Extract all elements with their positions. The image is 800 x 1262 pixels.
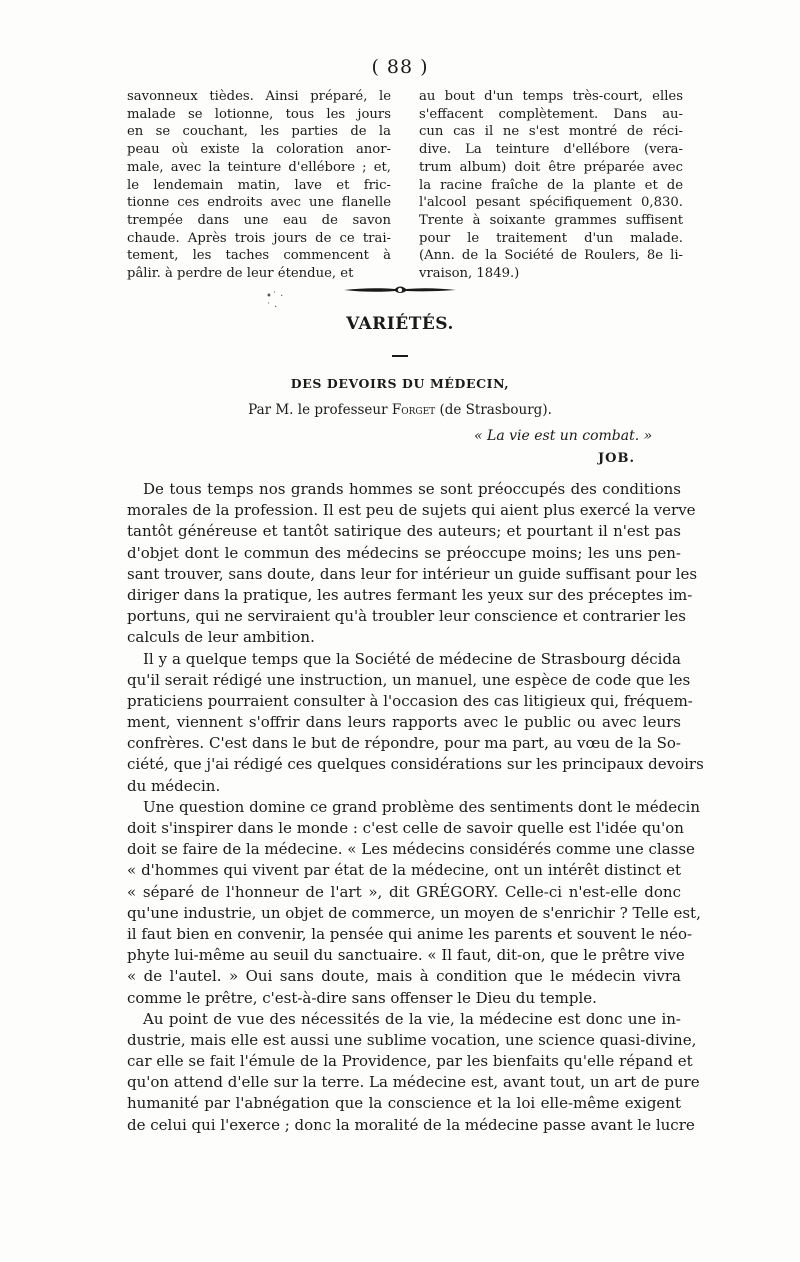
article-body [127, 479, 704, 1136]
left-column-line: tionne ces endroits avec une flanelle [127, 195, 391, 211]
right-column-line: pour le traitement d'un malade. [419, 230, 683, 246]
print-specks-icon: •˙ · ˙ · [266, 291, 284, 313]
right-column-line: (Ann. de la Société de Roulers, 8e li- [419, 248, 683, 264]
paragraph-line: portuns, qui ne serviraient qu'à troubler leur conscience et contrarier les [127, 607, 686, 626]
section-title: VARIÉTÉS. [346, 314, 454, 334]
paragraph-line: Une question domine ce grand problème des sentiments dont le médecin [143, 797, 700, 816]
paragraph-line: d'objet dont le commun des médecins se préoccupe moins; les uns pen- [127, 543, 681, 562]
paragraph [127, 649, 704, 797]
paragraph-line: qu'il serait rédigé une instruction, un manuel, une espèce de code que les [127, 670, 691, 689]
two-column-block [127, 88, 683, 283]
title-dash [392, 355, 408, 357]
paragraph-line: de celui qui l'exerce ; donc la moralité de la médecine passe avant le lucre [127, 1115, 695, 1134]
ornament-divider-icon [340, 283, 460, 297]
left-column-line: le lendemain matin, lave et fric- [127, 177, 391, 193]
paragraph-line: Au point de vue des nécessités de la vie, la médecine est donc une in- [143, 1009, 681, 1028]
right-column-line: dive. La teinture d'ellébore (vera- [419, 142, 683, 158]
right-column-line: Trente à soixante grammes suffisent [419, 212, 683, 228]
left-column-line: chaude. Après trois jours de ce trai- [127, 230, 391, 246]
right-column-line: la racine fraîche de la plante et de [419, 177, 683, 193]
paragraph-line: humanité par l'abnégation que la conscience et la loi elle-même exigent [127, 1094, 681, 1113]
paragraph-line: confrères. C'est dans le but de répondre, pour ma part, au vœu de la So- [127, 734, 681, 753]
paragraph-line: comme le prêtre, c'est-à-dire sans offenser le Dieu du temple. [127, 988, 597, 1007]
paragraph-line: ciété, que j'ai rédigé ces quelques considérations sur les principaux devoirs [127, 755, 704, 774]
paragraph [127, 797, 701, 1009]
paragraph-line: dustrie, mais elle est aussi une sublime vocation, une science quasi-divine, [127, 1030, 697, 1049]
right-column-line: au bout d'un temps très-court, elles [419, 89, 683, 104]
left-column-line: tement, les taches commencent à [127, 248, 391, 264]
paragraph-line: diriger dans la pratique, les autres fermant les yeux sur des préceptes im- [127, 585, 693, 604]
left-column-line: malade se lotionne, tous les jours [127, 106, 391, 122]
right-column-line: trum album) doit être préparée avec [419, 159, 683, 175]
paragraph [127, 1009, 700, 1136]
byline-prefix: Par M. le professeur [248, 402, 388, 418]
paragraph-line: « séparé de l'honneur de l'art », dit GRÉGORY. Celle-ci n'est-elle donc [127, 882, 681, 901]
paragraph-line: tantôt généreuse et tantôt satirique des auteurs; et pourtant il n'est pas [127, 522, 681, 541]
paragraph-line: sant trouver, sans doute, dans leur for intérieur un guide suffisant pour les [127, 564, 698, 583]
byline-suffix: (de Strasbourg). [439, 402, 552, 418]
paragraph [127, 479, 698, 649]
paragraph-line: doit s'inspirer dans le monde : c'est celle de savoir quelle est l'idée qu'on [127, 819, 684, 837]
page-number: ( 88 ) [371, 56, 429, 78]
left-column [127, 88, 391, 283]
right-column-line: vraison, 1849.) [419, 266, 520, 282]
left-column-line: peau où existe la coloration anor- [127, 142, 391, 158]
paragraph-line: du médecin. [127, 776, 221, 795]
paragraph-line: car elle se fait l'émule de la Providence, par les bienfaits qu'elle répand et [127, 1052, 693, 1071]
paragraph-line: qu'on attend d'elle sur la terre. La médecine est, avant tout, un art de pure [127, 1073, 700, 1092]
epigraph-author: JOB. [598, 451, 635, 466]
byline [0, 402, 800, 418]
paragraph-line: praticiens pourraient consulter à l'occasion des cas litigieux qui, fréquem- [127, 691, 693, 710]
article-title: DES DEVOIRS DU MÉDECIN, [290, 376, 510, 391]
paragraph-line: phyte lui-même au seuil du sanctuaire. « Il faut, dit-on, que le prêtre vive [127, 946, 685, 965]
byline-author: Forget [391, 402, 436, 418]
left-column-line: male, avec la teinture d'ellébore ; et, [127, 159, 391, 175]
paragraph-line: « d'hommes qui vivent par état de la médecine, ont un intérêt distinct et [127, 861, 681, 880]
paragraph-line: calculs de leur ambition. [127, 628, 315, 647]
left-column-line: en se couchant, les parties de la [127, 124, 391, 140]
right-column [419, 88, 683, 283]
epigraph-quote: « La vie est un combat. » [474, 428, 653, 444]
left-column-line: pâlir. à perdre de leur étendue, et [127, 266, 354, 282]
paragraph-line: doit se faire de la médecine. « Les médecins considérés comme une classe [127, 840, 695, 859]
paragraph-line: il faut bien en convenir, la pensée qui anime les parents et souvent le néo- [127, 924, 693, 943]
left-column-line: trempée dans une eau de savon [127, 212, 391, 228]
left-column-line: savonneux tièdes. Ainsi préparé, le [127, 89, 391, 104]
paragraph-line: qu'une industrie, un objet de commerce, un moyen de s'enrichir ? Telle est, [127, 903, 701, 922]
paragraph-line: Il y a quelque temps que la Société de médecine de Strasbourg décida [143, 649, 681, 668]
paragraph-line: morales de la profession. Il est peu de sujets qui aient plus exercé la verve [127, 501, 696, 520]
right-column-line: l'alcool pesant spécifiquement 0,830. [419, 195, 683, 211]
paragraph-line: « de l'autel. » Oui sans doute, mais à condition que le médecin vivra [127, 967, 681, 986]
paragraph-line: ment, viennent s'offrir dans leurs rapports avec le public ou avec leurs [127, 713, 681, 732]
right-column-line: s'effacent complètement. Dans au- [419, 106, 683, 122]
paragraph-line: De tous temps nos grands hommes se sont préoccupés des conditions [143, 480, 681, 498]
right-column-line: cun cas il ne s'est montré de réci- [419, 124, 683, 140]
